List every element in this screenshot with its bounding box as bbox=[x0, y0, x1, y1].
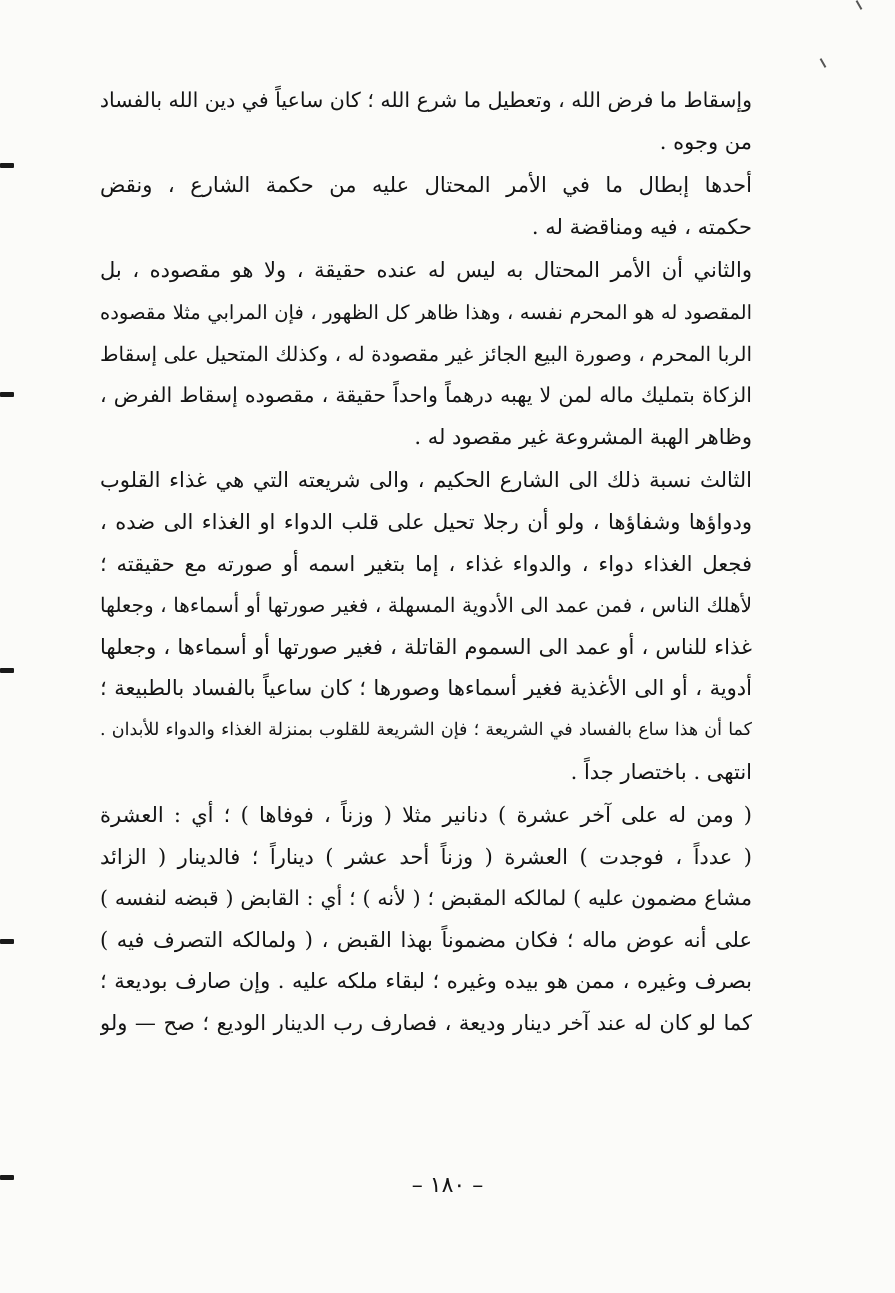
text-line: انتهى . باختصار جداً . bbox=[570, 759, 752, 784]
binding-mark bbox=[0, 163, 14, 168]
text-line: بصرف وغيره ، ممن هو بيده وغيره ؛ لبقاء ملكه عليه . وإن صارف بوديعة ؛ bbox=[100, 969, 752, 994]
text-line: الثالث نسبة ذلك الى الشارع الحكيم ، والى شريعته التي هي غذاء القلوب bbox=[100, 468, 752, 493]
text-line: المقصود له هو المحرم نفسه ، وهذا ظاهر كل الظهور ، فإن المرابي مثلا مقصوده bbox=[100, 300, 752, 324]
text-line: الربا المحرم ، وصورة البيع الجائز غير مقصودة له ، وكذلك المتحيل على إسقاط bbox=[100, 341, 752, 366]
text-line: الزكاة بتمليك ماله لمن لا يهبه درهماً واحداً حقيقة ، مقصوده إسقاط الفرض ، bbox=[100, 383, 752, 408]
main-text bbox=[100, 80, 752, 1045]
text-line: لأهلك الناس ، فمن عمد الى الأدوية المسهلة ، فغير صورتها أو أسماءها ، وجعلها bbox=[100, 593, 752, 618]
binding-mark bbox=[0, 392, 14, 397]
text-line: أدوية ، أو الى الأغذية فغير أسماءها وصورها ؛ كان ساعياً بالفساد بالطبيعة ؛ bbox=[100, 676, 752, 701]
text-line: فجعل الغذاء دواء ، والدواء غذاء ، إما بتغير اسمه أو صورته مع حقيقته ؛ bbox=[100, 551, 752, 576]
text-line: والثاني أن الأمر المحتال به ليس له عنده حقيقة ، ولا هو مقصوده ، بل bbox=[100, 258, 752, 283]
page-number: – ١٨٠ – bbox=[411, 1173, 484, 1198]
text-line: مشاع مضمون عليه ) لمالكه المقبض ؛ ( لأنه ) ؛ أي : القابض ( قبضه لنفسه ) bbox=[100, 886, 752, 911]
text-line: ( عدداً ، فوجدت ) العشرة ( وزناً أحد عشر ) ديناراً ؛ فالدينار ( الزائد bbox=[100, 844, 752, 869]
text-line: وظاهر الهبة المشروعة غير مقصود له . bbox=[414, 424, 752, 449]
text-line: وإسقاط ما فرض الله ، وتعطيل ما شرع الله ؛ كان ساعياً في دين الله بالفساد bbox=[100, 88, 752, 112]
text-line: من وجوه . bbox=[659, 129, 752, 154]
text-line: ودواؤها وشفاؤها ، ولو أن رجلا تحيل على قلب الدواء او الغذاء الى ضده ، bbox=[100, 509, 752, 534]
edge-mark bbox=[820, 58, 827, 68]
text-line: كما أن هذا ساع بالفساد في الشريعة ؛ فإن الشريعة للقلوب بمنزلة الغذاء والدواء للأبدان . bbox=[100, 719, 752, 740]
edge-mark bbox=[856, 0, 863, 10]
binding-mark bbox=[0, 939, 14, 944]
text-line: غذاء للناس ، أو عمد الى السموم القاتلة ، فغير صورتها أو أسماءها ، وجعلها bbox=[100, 634, 752, 659]
text-line: ( ومن له على آخر عشرة ) دنانير مثلا ( وزناً ، فوفاها ) ؛ أي : العشرة bbox=[100, 803, 752, 828]
binding-mark bbox=[0, 668, 14, 673]
text-line: كما لو كان له عند آخر دينار وديعة ، فصارف رب الدينار الوديع ؛ صح — ولو bbox=[100, 1011, 752, 1036]
text-line: حكمته ، فيه ومناقضة له . bbox=[531, 214, 752, 239]
text-line: على أنه عوض ماله ؛ فكان مضموناً بهذا القبض ، ( ولمالكه التصرف فيه ) bbox=[100, 927, 752, 952]
text-line: أحدها إبطال ما في الأمر المحتال عليه من حكمة الشارع ، ونقض bbox=[100, 173, 752, 198]
